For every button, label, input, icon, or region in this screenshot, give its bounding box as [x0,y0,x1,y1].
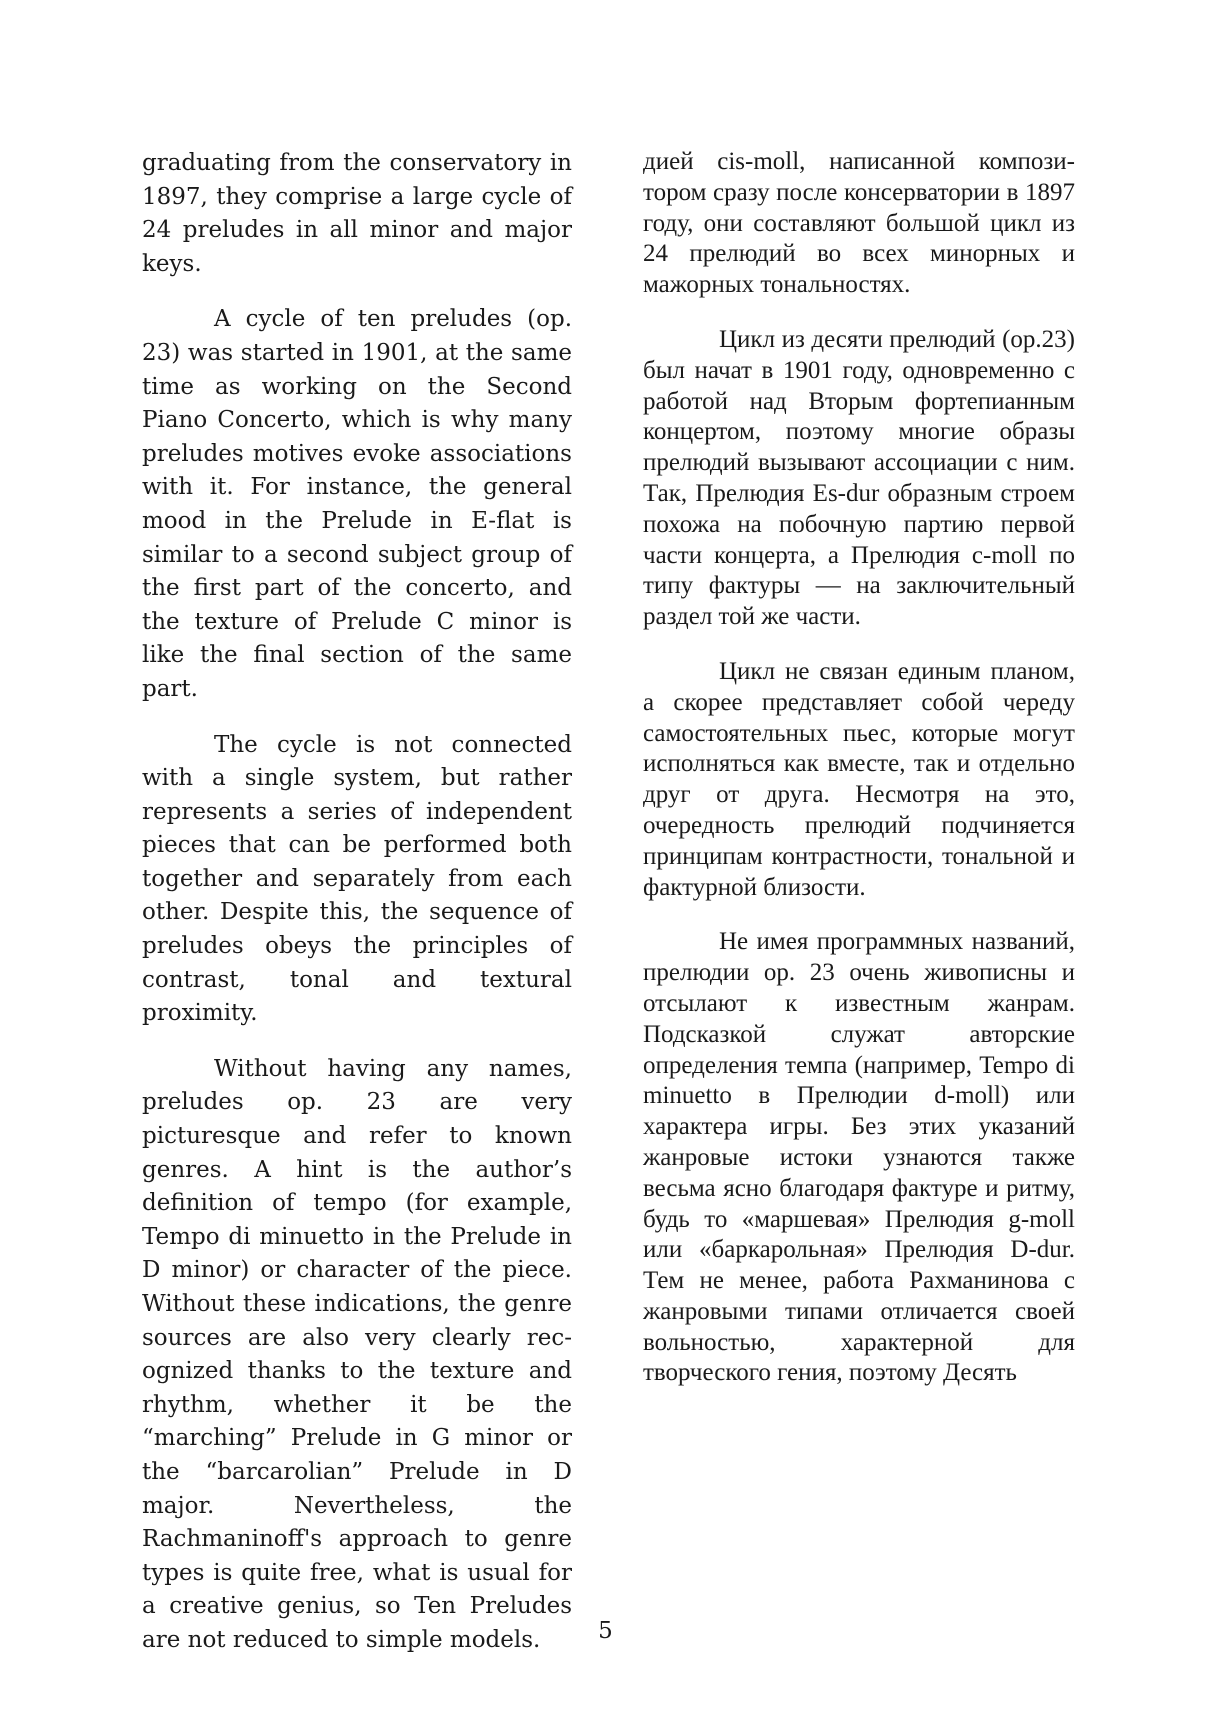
page-number: 5 [598,1618,613,1644]
english-paragraph-3: The cycle is not connected with a single system, but rather represents a series of independent pieces that can be performed both together and separately from each other. Despite this, the sequence of preludes obeys the principles of contrast, tonal and textural proximity. [142,731,572,1027]
russian-paragraph-2: Цикл из десяти прелюдий (op.23) был начат в 1901 году, одновременно с работой над Вторым фортепианным концертом, поэтому многие образы прелюдий вызывают ассоциации с ним. Так, Прелюдия Es-dur образным строем похожа на побочную партию первой части концерта, а Прелюдия c-moll по типу фактуры — на заключительный раздел той же части. [643,325,1075,631]
russian-paragraph-1: дией cis-moll, написанной композитором сразу после консерватории в 1897 году, они составляют большой цикл из 24 прелюдий во всех минорных и мажорных тональностях. [643,148,1075,299]
russian-paragraph-3: Цикл не связан единым планом, а скорее представляет собой череду самостоятельных пьес, которые могут исполняться как вместе, так и отдельно друг от друга. Несмотря на это, очередность прелюдий подчиняется принципам контрастности, тональной и фактурной близости. [643,657,1075,901]
russian-column [643,147,1075,1389]
english-paragraph-4: Without having any names, preludes op. 23 are very picturesque and refer to known genres. A hint is the author’s definition of tempo (for example, Tempo di minuetto in the Prelude in D minor) or character of the piece. Without these indications, the genre sources are also very clearly recognized thanks to the texture and rhythm, whether it be the “marching” Prelude in G minor or the “barcarolian” Prelude in D major. Nevertheless, the Rachmaninoff's approach to genre types is quite free, what is usual for a creative genius, so Ten Preludes are not reduced to simple models. [142,1055,572,1653]
russian-paragraph-4: Не имея программных названий, прелюдии op. 23 очень живописны и отсылают к известным жанрам. Подсказкой служат авторские определения темпа (например, Tempo di minuetto в Прелюдии d-moll) или характера игры. Без этих указаний жанровые истоки узнаются также весьма ясно благодаря фактуре и ритму, будь то «маршевая» Прелюдия g-moll или «баркарольная» Прелюдия D-dur. Тем не менее, работа Рахманинова с жанровыми типами отличается своей вольностью, характерной для творческого гения, поэтому Десять [643,928,1075,1387]
english-paragraph-2: A cycle of ten preludes (op. 23) was started in 1901, at the same time as working on the Second Piano Concerto, which is why many preludes motives evoke associations with it. For instance, the general mood in the Prelude in E-flat is similar to a second subject group of the first part of the concerto, and the texture of Prelude C minor is like the final section of the same part. [142,306,572,702]
english-paragraph-1: graduating from the conservatory in 1897, they comprise a large cycle of 24 preludes in all minor and major keys. [142,150,572,277]
english-column [142,147,572,1658]
